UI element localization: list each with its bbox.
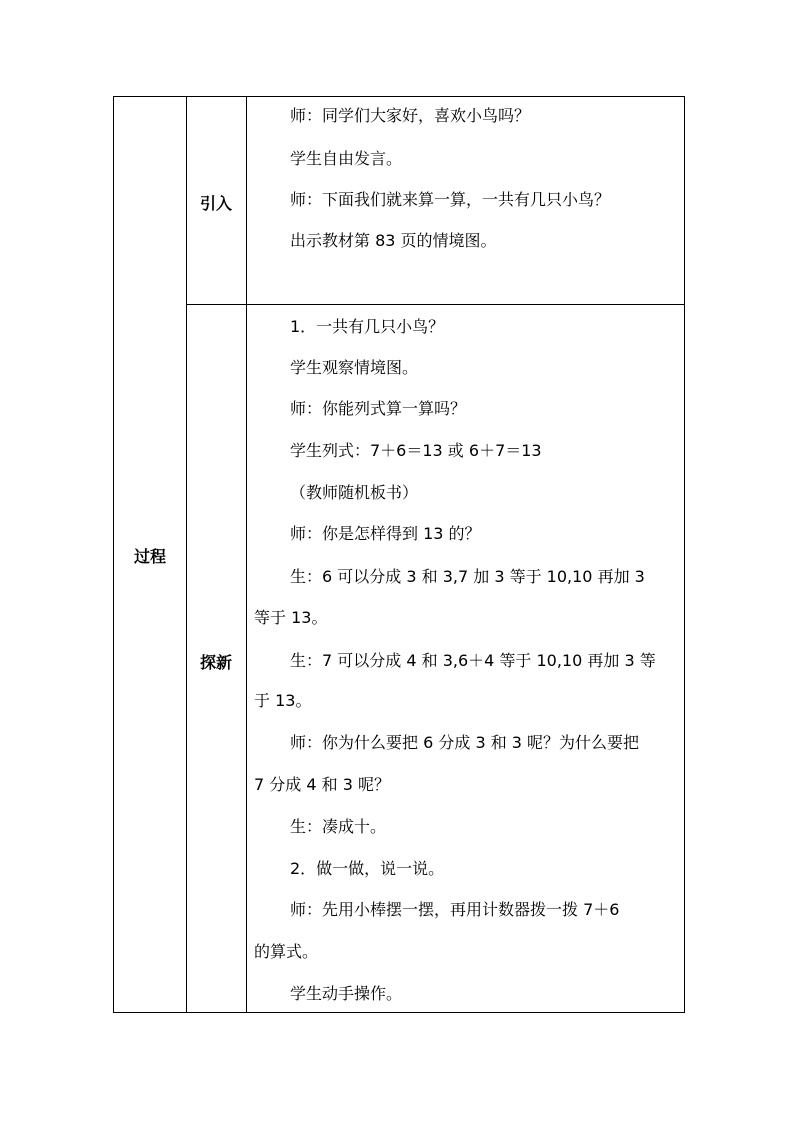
intro-line: 师：同学们大家好，喜欢小鸟吗？ [290, 106, 531, 125]
explore-line: 等于 13。 [254, 608, 328, 627]
explore-line: 生：7 可以分成 4 和 3,6＋4 等于 10,10 再加 3 等 [290, 651, 656, 670]
section-column-border [186, 96, 187, 1013]
row-divider [186, 304, 685, 305]
explore-line: 于 13。 [254, 691, 312, 710]
explore-line: 2．做一做，说一说。 [290, 859, 445, 878]
row-label-explore: 探新 [200, 653, 233, 672]
explore-line: 师：你能列式算一算吗？ [290, 399, 467, 418]
explore-line: 1．一共有几只小鸟？ [290, 317, 445, 336]
explore-line: 7 分成 4 和 3 呢？ [254, 775, 390, 794]
intro-line: 学生自由发言。 [290, 149, 403, 168]
explore-line: 师：你是怎样得到 13 的？ [290, 524, 481, 543]
row-label-intro: 引入 [200, 194, 233, 213]
explore-line: 学生列式：7＋6＝13 或 6＋7＝13 [290, 441, 542, 460]
explore-line: 生：6 可以分成 3 和 3,7 加 3 等于 10,10 再加 3 [290, 567, 645, 586]
intro-line: 师：下面我们就来算一算，一共有几只小鸟？ [290, 190, 611, 209]
table-top-border [113, 96, 685, 97]
explore-line: 师：你为什么要把 6 分成 3 和 3 呢？为什么要把 [290, 733, 640, 752]
explore-line: 生：凑成十。 [290, 817, 387, 836]
section-label: 过程 [134, 547, 167, 566]
table-left-border [113, 96, 114, 1013]
explore-line: 师：先用小棒摆一摆，再用计数器拨一拨 7＋6 [290, 900, 620, 919]
explore-line: 的算式。 [254, 942, 319, 961]
explore-line: （教师随机板书） [290, 483, 419, 502]
label-column-border [246, 96, 247, 1013]
table-bottom-border [113, 1012, 685, 1013]
intro-line: 出示教材第 83 页的情境图。 [290, 231, 497, 250]
explore-line: 学生观察情境图。 [290, 358, 419, 377]
explore-line: 学生动手操作。 [290, 984, 403, 1003]
table-right-border [684, 96, 685, 1013]
